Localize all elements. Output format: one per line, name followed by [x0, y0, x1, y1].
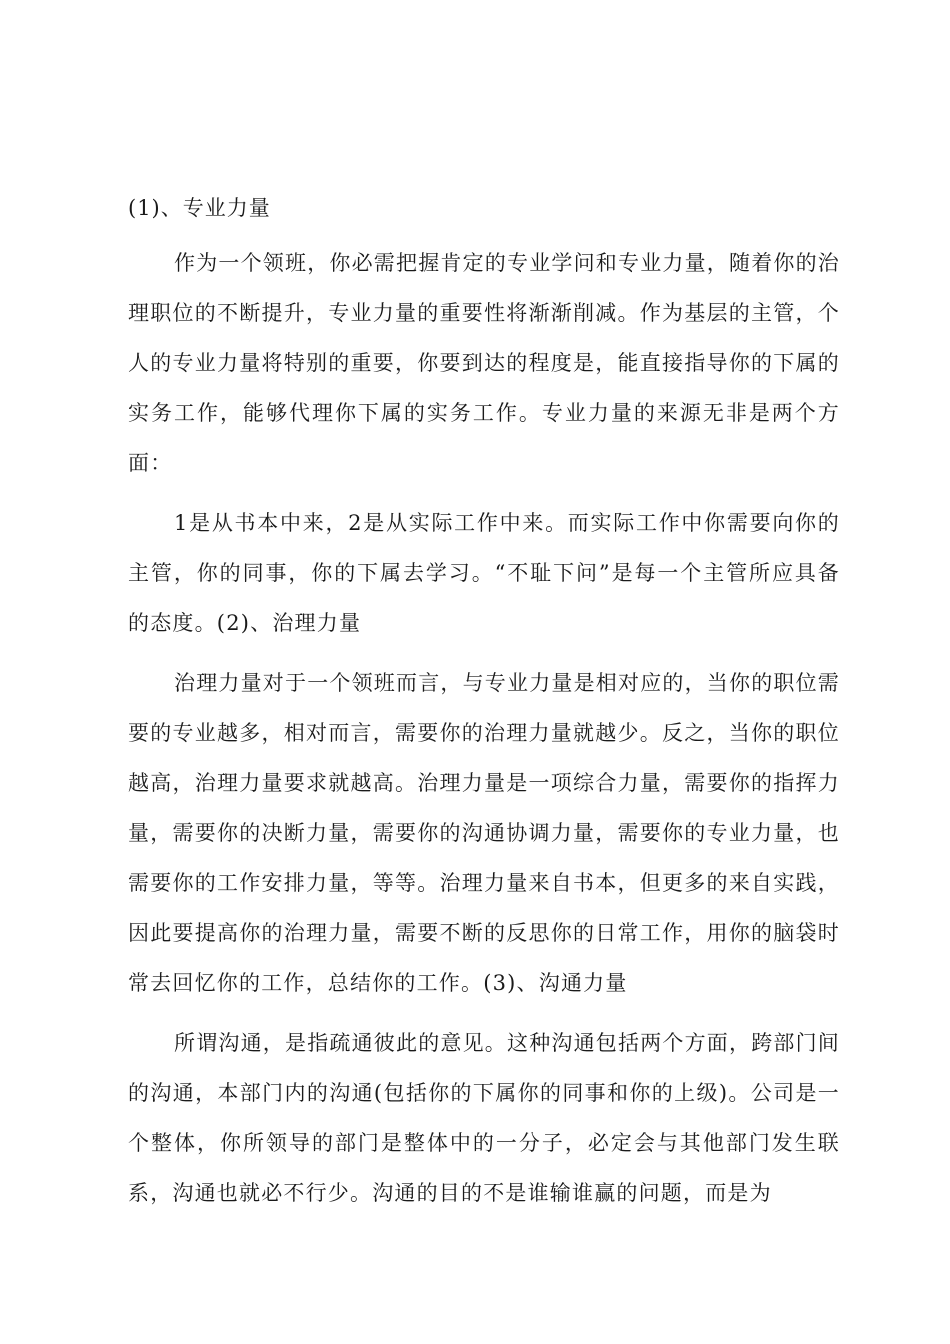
paragraph-communication: 所谓沟通，是指疏通彼此的意见。这种沟通包括两个方面，跨部门间的沟通，本部门内的沟通(包括你的下属你的同事和你的上级)。公司是一个整体，你所领导的部门是整体中的一分子，必定会与其他部门发生联系，沟通也就必不行少。沟通的目的不是谁输谁赢的问题，而是为: [128, 1031, 840, 1205]
paragraph-professional-ability: 作为一个领班，你必需把握肯定的专业学问和专业力量，随着你的治理职位的不断提升，专业力量的重要性将渐渐削减。作为基层的主管，个人的专业力量将特别的重要，你要到达的程度是，能直接指导你的下属的实务工作，能够代理你下属的实务工作。专业力量的来源无非是两个方面：: [128, 251, 840, 475]
section-heading-professional-ability: (1)、专业力量: [128, 196, 271, 220]
paragraph-management-ability: 治理力量对于一个领班而言，与专业力量是相对应的，当你的职位需要的专业越多，相对而言，需要你的治理力量就越少。反之，当你的职位越高，治理力量要求就越高。治理力量是一项综合力量，需要你的指挥力量，需要你的决断力量，需要你的沟通协调力量，需要你的专业力量，也需要你的工作安排力量，等等。治理力量来自书本，但更多的来自实践，因此要提高你的治理力量，需要不断的反思你的日常工作，用你的脑袋时常去回忆你的工作，总结你的工作。(3)、沟通力量: [128, 671, 840, 995]
document-body: [128, 184, 840, 1228]
paragraph-sources-and-management-heading: 1是从书本中来，2是从实际工作中来。而实际工作中你需要向你的主管，你的同事，你的下属去学习。“不耻下问”是每一个主管所应具备的态度。(2)、治理力量: [128, 511, 840, 635]
